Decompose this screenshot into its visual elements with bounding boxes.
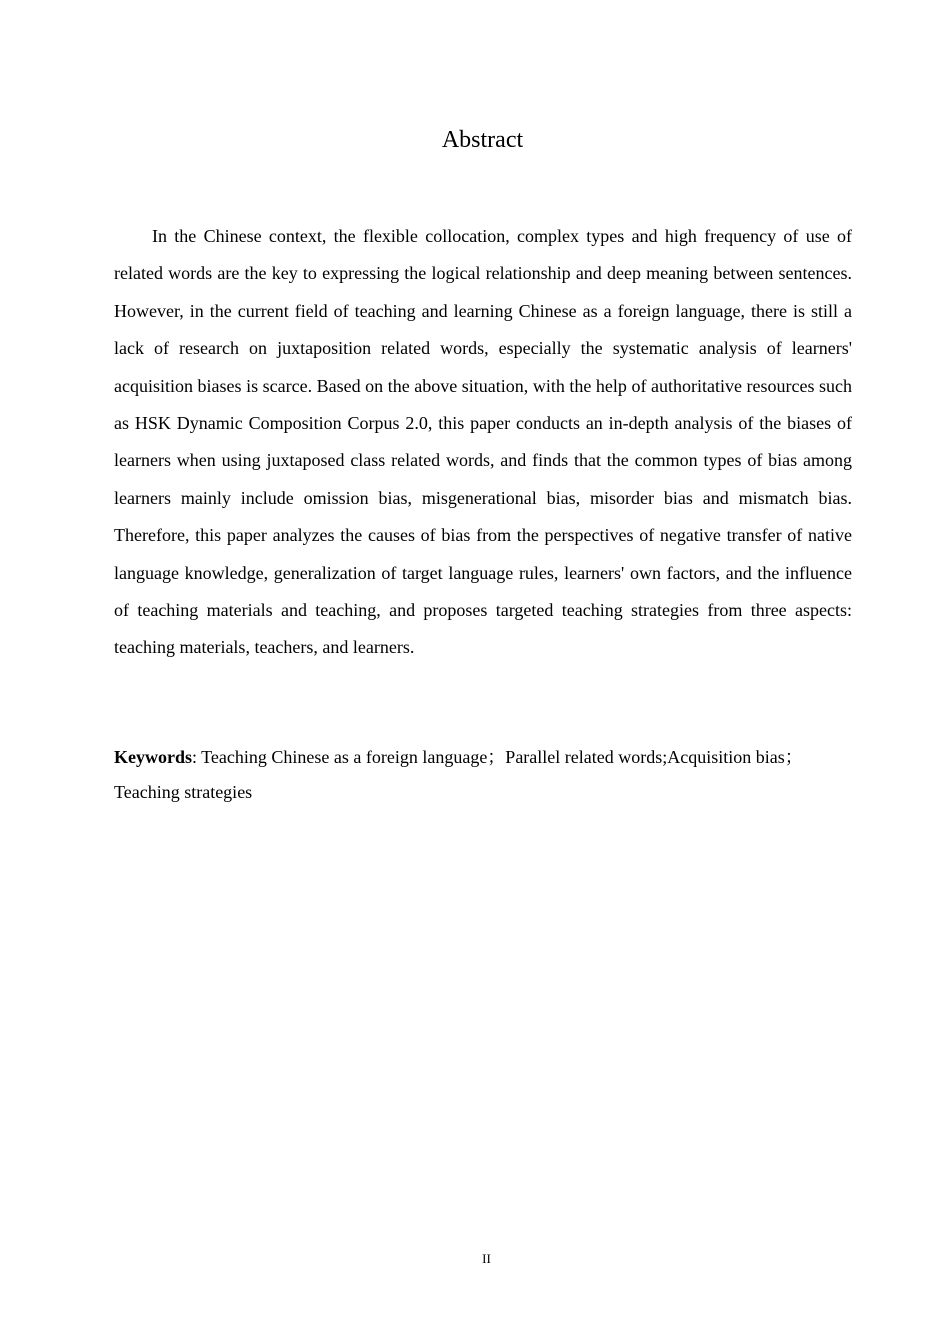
- keywords-label: Keywords: [114, 747, 192, 767]
- keywords-text: : Teaching Chinese as a foreign language；Parallel related words;Acquisition bias； Teaching strategies: [114, 747, 803, 802]
- keywords-line: [114, 740, 814, 810]
- page-number: II: [482, 1251, 491, 1266]
- abstract-title: Abstract: [441, 127, 524, 153]
- abstract-body: In the Chinese context, the flexible collocation, complex types and high frequency of use of related words are the key to expressing the logical relationship and deep meaning between sentences. However, in the current field of teaching and learning Chinese as a foreign language, there is still a lack of research on juxtaposition related words, especially the systematic analysis of learners' acquisition biases is scarce. Based on the above situation, with the help of authoritative resources such as HSK Dynamic Composition Corpus 2.0, this paper conducts an in-depth analysis of the biases of learners when using juxtaposed class related words, and finds that the common types of bias among learners mainly include omission bias, misgenerational bias, misorder bias and mismatch bias. Therefore, this paper analyzes the causes of bias from the perspectives of negative transfer of native language knowledge, generalization of target language rules, learners' own factors, and the influence of teaching materials and teaching, and proposes targeted teaching strategies from three aspects: teaching materials, teachers, and learners.: [114, 226, 852, 658]
